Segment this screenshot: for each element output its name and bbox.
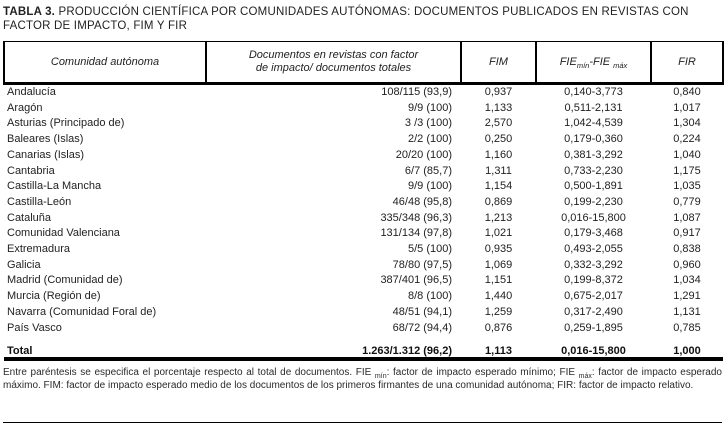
fir-value: 0,917 [673,227,701,240]
community-name: Andalucía [7,86,56,98]
footnote-text-2: : factor de impacto esperado mínimo; FIE [386,367,579,379]
community-name: Murcia (Región de) [7,290,101,303]
total-docs-value: 1.263/1.312 (96,2) [206,336,461,359]
fim-value: 1,259 [484,305,513,318]
fie-range-value: 0,199-8,372 [564,274,623,287]
footnote-text-1: Entre paréntesis se especifica el porcentaje respecto al total de documentos. FIE [3,367,375,379]
table-header [4,42,723,84]
docs-ratio-value: 9/9 (100) [407,101,452,114]
fir-value: 1,291 [673,290,701,303]
fie-range-value: 0,733-2,230 [564,164,623,177]
fie-range-value: 0,317-2,490 [564,305,623,318]
docs-ratio-value: 48/51 (94,1) [392,305,452,318]
fir-value: 1,131 [673,305,701,318]
fir-value: 1,034 [673,274,701,287]
table-row [4,321,723,337]
fim-value: 1,151 [484,274,513,287]
fie-range-value: 0,140-3,773 [564,86,623,98]
fie-range-value: 0,511-2,131 [564,101,623,114]
fir-value: 1,304 [673,117,701,130]
fir-value: 0,840 [673,86,701,98]
col-header-fim-label: FIM [489,55,508,68]
community-name: Cataluña [7,211,52,224]
fim-value: 1,154 [484,180,513,193]
table-title-text: PRODUCCIÓN CIENTÍFICA POR COMUNIDADES AUTÓNOMAS: DOCUMENTOS PUBLICADOS EN REVISTAS CON FACTOR DE IMPACTO, FIM Y FIR [3,6,689,32]
bottom-rule [3,422,722,423]
docs-ratio-value: 131/134 (97,8) [380,227,452,240]
docs-ratio-value: 9/9 (100) [407,180,452,193]
docs-ratio-value: 2/2 (100) [407,133,452,146]
fim-value: 0,935 [484,243,513,256]
fie-range-value: 0,259-1,895 [564,321,623,334]
total-label: Total [4,336,206,359]
fie-range-value: 0,179-3,468 [564,227,623,240]
total-row [4,336,723,359]
fir-value: 0,838 [673,243,701,256]
footnote-sub-min: mín [374,373,387,381]
table-header-row [4,42,723,84]
community-name: Castilla-La Mancha [7,180,102,193]
table-row [4,211,723,227]
table-footnote [3,366,722,392]
fim-value: 2,570 [484,117,513,130]
col-header-community-label: Comunidad autónoma [50,55,160,68]
fie-range-value: 0,675-2,017 [564,290,623,303]
col-header-documents-label: Documentos en revistas con factor de impacto/ documentos totales [248,49,419,74]
footnote-text-3: : factor de impacto esperado máximo. FIM: factor de impacto esperado medio de los documentos de los primeros firmantes de una comunidad autónoma; FIR: factor de impacto relativo. [3,367,722,392]
fim-value: 1,021 [484,227,513,240]
fie-range-value: 0,016-15,800 [561,211,626,224]
table-row [4,305,723,321]
community-name: Extremadura [7,243,70,256]
fir-value: 0,779 [673,195,701,208]
fir-value: 1,175 [673,164,701,177]
table-title [3,5,703,33]
fie-base2: -FIE [589,55,611,68]
fim-value: 1,311 [485,164,512,177]
community-name: Navarra (Comunidad Foral de) [7,305,157,318]
total-fir-value: 1,000 [651,336,723,359]
col-header-documents [206,42,461,84]
fir-value: 0,785 [673,321,701,334]
docs-ratio-value: 108/115 (93,9) [381,86,452,98]
fir-value: 1,035 [673,180,701,193]
table-row [4,258,723,274]
fie-base1: FIE [559,55,577,68]
community-name: Comunidad Valenciana [7,227,120,240]
community-name: Canarias (Islas) [7,148,85,161]
col-header-fir [651,42,723,84]
fim-value: 1,213 [484,211,513,224]
community-name: Aragón [7,101,43,114]
footnote-sub-max: máx [578,373,592,381]
community-name: Galicia [7,258,41,271]
community-name: Cantabria [7,164,55,177]
fie-range-value: 0,179-0,360 [564,133,623,146]
community-name: Castilla-León [7,195,72,208]
docs-ratio-value: 6/7 (85,7) [404,164,452,177]
docs-ratio-value: 68/72 (94,4) [392,321,452,334]
table-row [4,226,723,242]
fir-value: 1,087 [673,211,701,224]
docs-ratio-value: 8/8 (100) [407,290,452,303]
fir-value: 1,017 [673,101,701,114]
table-row [4,195,723,211]
table-row [4,289,723,305]
col-header-community [4,42,206,84]
fir-value: 0,224 [673,133,701,146]
fim-value: 1,160 [484,148,513,161]
col-header-fim [461,42,536,84]
total-fim-value: 1,113 [461,336,536,359]
fie-sub-min: mín [576,60,590,70]
table-body [4,84,723,337]
table-total [4,336,723,359]
docs-ratio-value: 20/20 (100) [395,148,452,161]
fim-value: 1,440 [484,290,513,303]
fie-range-value: 1,042-4,539 [564,117,623,130]
table-row [4,273,723,289]
table-row [4,164,723,180]
col-header-fir-label: FIR [678,55,696,68]
fim-value: 0,876 [484,321,513,334]
table-row [4,116,723,132]
col-header-fie-range [536,42,651,84]
docs-ratio-value: 46/48 (95,8) [392,195,452,208]
docs-ratio-value: 5/5 (100) [407,243,452,256]
fir-value: 0,960 [673,258,701,271]
fie-range-value: 0,199-2,230 [564,195,623,208]
table-row [4,148,723,164]
fie-sub-max: máx [613,60,628,70]
fie-range-value: 0,381-3,292 [564,148,623,161]
table-row [4,84,723,101]
fim-value: 0,250 [484,133,513,146]
docs-ratio-value: 3 /3 (100) [404,117,452,130]
community-name: Baleares (Islas) [7,133,84,146]
fir-value: 1,040 [673,148,701,161]
results-table [3,41,724,361]
community-name: Madrid (Comunidad de) [7,274,123,287]
table-title-label: TABLA 3. [3,6,56,18]
docs-ratio-value: 78/80 (97,5) [392,258,452,271]
fie-range-value: 0,500-1,891 [564,180,623,193]
table-row [4,132,723,148]
table-row [4,101,723,117]
community-name: Asturias (Principado de) [7,117,125,130]
fim-value: 1,069 [484,258,513,271]
docs-ratio-value: 387/401 (96,5) [380,274,452,287]
fim-value: 0,937 [484,86,513,98]
docs-ratio-value: 335/348 (96,3) [380,211,452,224]
table-row [4,242,723,258]
fie-range-value: 0,493-2,055 [564,243,623,256]
community-name: País Vasco [7,321,62,334]
fie-range-value: 0,332-3,292 [564,258,623,271]
total-fie-range: 0,016-15,800 [536,336,651,359]
fim-value: 1,133 [484,101,513,114]
table-row [4,179,723,195]
fim-value: 0,869 [484,195,513,208]
